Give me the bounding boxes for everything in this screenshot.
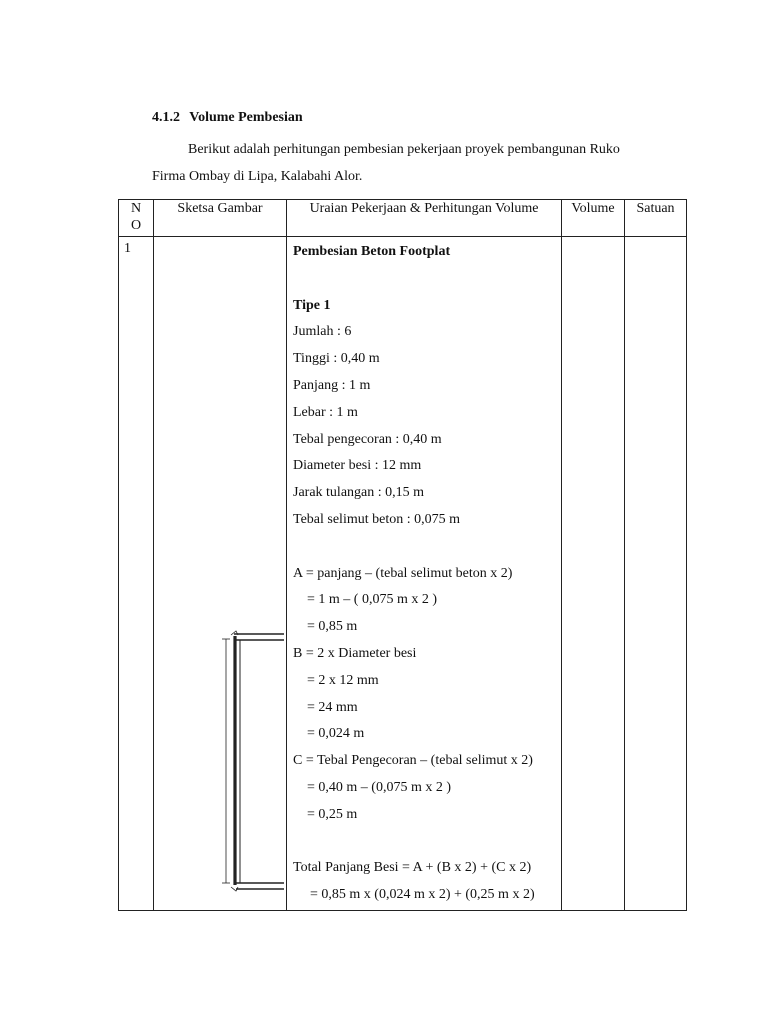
calc-c-step-1: = 0,40 m – (0,075 m x 2 ) xyxy=(307,779,451,795)
spec-tebal-pengecoran: Tebal pengecoran : 0,40 m xyxy=(293,431,442,447)
header-satuan: Satuan xyxy=(625,200,687,237)
calc-a-step-1: = 1 m – ( 0,075 m x 2 ) xyxy=(307,592,437,608)
volume-table xyxy=(118,199,687,911)
header-uraian: Uraian Pekerjaan & Perhitungan Volume xyxy=(287,200,562,237)
spec-tebal-selimut: Tebal selimut beton : 0,075 m xyxy=(293,511,460,527)
calc-total-formula: Total Panjang Besi = A + (B x 2) + (C x 2) xyxy=(293,860,532,876)
intro-line-1: Berikut adalah perhitungan pembesian pekerjaan proyek pembangunan Ruko xyxy=(188,142,620,157)
calc-total-step-1: = 0,85 m x (0,024 m x 2) + (0,25 m x 2) xyxy=(310,887,535,903)
section-title: Volume Pembesian xyxy=(189,110,303,125)
calc-c-formula: C = Tebal Pengecoran – (tebal selimut x 2) xyxy=(293,753,533,769)
spec-tinggi: Tinggi : 0,40 m xyxy=(293,351,380,367)
spec-lebar: Lebar : 1 m xyxy=(293,404,358,420)
satuan-cell xyxy=(625,237,687,911)
header-volume: Volume xyxy=(562,200,625,237)
calc-b-result: = 0,024 m xyxy=(307,726,365,742)
spacer-line xyxy=(293,266,561,293)
section-number: 4.1.2 xyxy=(152,110,180,125)
spacer-line xyxy=(293,534,561,561)
spec-panjang: Panjang : 1 m xyxy=(293,377,371,393)
rebar-sketch xyxy=(154,237,287,906)
work-title: Pembesian Beton Footplat xyxy=(293,244,451,259)
calc-b-formula: B = 2 x Diameter besi xyxy=(293,645,417,661)
section-heading xyxy=(152,110,303,126)
spec-diameter-besi: Diameter besi : 12 mm xyxy=(293,458,422,474)
intro-paragraph xyxy=(152,136,672,190)
table-row xyxy=(119,237,687,911)
spec-jarak-tulangan: Jarak tulangan : 0,15 m xyxy=(293,485,425,501)
intro-line-2: Firma Ombay di Lipa, Kalabahi Alor. xyxy=(152,169,363,184)
spec-jumlah: Jumlah : 6 xyxy=(293,324,352,340)
sketch-corner-mark-bottom xyxy=(231,887,238,891)
table-header-row xyxy=(119,200,687,237)
row-number: 1 xyxy=(119,237,154,911)
calc-a-formula: A = panjang – (tebal selimut beton x 2) xyxy=(293,565,513,581)
header-no-line-1: N xyxy=(130,201,142,216)
calc-c-result: = 0,25 m xyxy=(307,806,358,822)
sketch-cell xyxy=(154,237,287,911)
calc-b-step-1: = 2 x 12 mm xyxy=(307,672,379,688)
calc-a-result: = 0,85 m xyxy=(307,619,358,635)
spacer-line xyxy=(293,829,561,856)
uraian-cell xyxy=(287,237,562,911)
header-no xyxy=(119,200,154,237)
volume-cell xyxy=(562,237,625,911)
header-no-line-2: O xyxy=(130,218,142,233)
calc-b-step-2: = 24 mm xyxy=(307,699,358,715)
header-sketsa: Sketsa Gambar xyxy=(154,200,287,237)
type-label: Tipe 1 xyxy=(293,297,331,313)
